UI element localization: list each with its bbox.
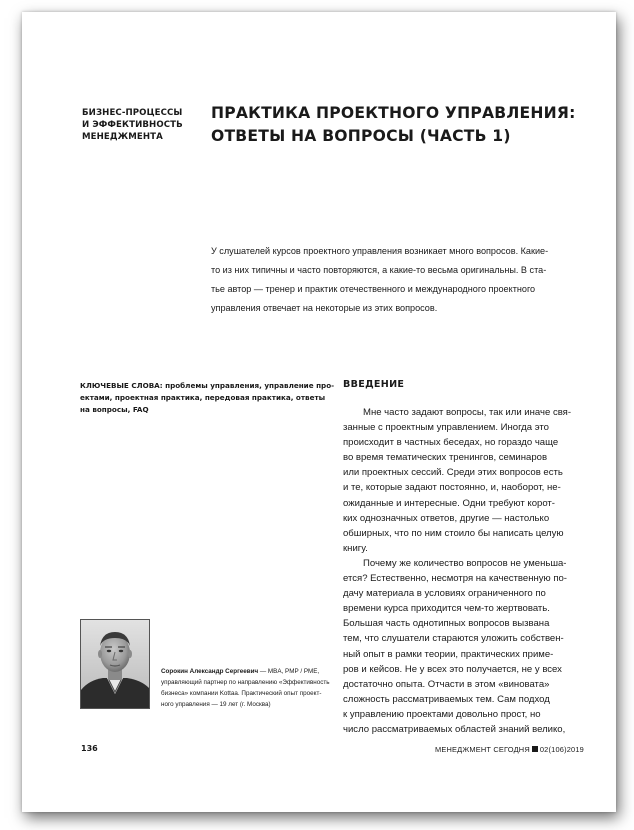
section-label — [82, 107, 192, 143]
body-line: ется? Естественно, несмотря на качественную по- — [343, 573, 567, 585]
page-number: 136 — [81, 744, 98, 753]
body-line: к управлению проектами довольно прост, но — [343, 708, 541, 720]
author-portrait-image — [81, 620, 149, 708]
section-label-line: И ЭФФЕКТИВНОСТЬ — [82, 120, 183, 130]
body-line: Почему же количество вопросов не уменьша- — [363, 557, 567, 569]
keywords-line: КЛЮЧЕВЫЕ СЛОВА: проблемы управления, управление про- — [80, 381, 335, 390]
body-line: занные с проектным управлением. Иногда это — [343, 422, 549, 434]
author-name: Сорокин Александр Сергеевич — [161, 668, 259, 675]
journal-footer — [435, 745, 584, 754]
author-bio-line: управляющий партнер по направлению «Эффективность — [161, 679, 330, 686]
article-body — [343, 405, 588, 737]
body-line: ожиданные и интересные. Одни требуют корот- — [343, 497, 555, 509]
body-line: ров и кейсов. Не у всех это получается, не у всех — [343, 663, 562, 675]
body-line: или проектных сессий. Среди этих вопросов есть — [343, 467, 563, 479]
body-line: ких однозначных ответов, другие — настолько — [343, 512, 550, 524]
lead-line: У слушателей курсов проектного управления возникает много вопросов. Какие- — [211, 246, 549, 256]
square-bullet-icon — [532, 746, 538, 752]
body-line: ный опыт в рамки теории, практических приме- — [343, 648, 554, 660]
body-line: Мне часто задают вопросы, так или иначе свя- — [363, 407, 572, 418]
lead-line: управления отвечает на некоторые из этих вопросов. — [211, 303, 438, 313]
article-lead — [211, 242, 583, 318]
body-line: число рассматриваемых областей знаний велико, — [343, 723, 566, 735]
article-title-line: ПРАКТИКА ПРОЕКТНОГО УПРАВЛЕНИЯ: — [211, 104, 576, 122]
body-line: происходит в частных беседах, но гораздо чаще — [343, 437, 559, 449]
body-line: достаточно опыта. Отчасти в этом «виновата» — [343, 678, 550, 690]
keywords-line: на вопросы, FAQ — [80, 405, 149, 414]
journal-issue: 02(106)2019 — [539, 745, 584, 754]
body-line: сложность рассматриваемых тем. Сам подход — [343, 693, 550, 705]
author-bio-line: бизнеса» компании Kottaa. Практический опыт проект- — [161, 690, 322, 697]
author-bio-line: ного управления — 19 лет (г. Москва) — [161, 701, 271, 708]
body-line: и те, которые задают постоянно, и, наоборот, не- — [343, 482, 561, 494]
body-line: времени курса приходится чем-то жертвовать. — [343, 603, 550, 615]
keywords — [80, 380, 335, 416]
body-line: дачу материала в условиях ограниченного по — [343, 588, 546, 600]
lead-line: тье автор — тренер и практик отечественного и международного проектного — [211, 284, 536, 294]
body-line: тем, что слушатели стараются уложить собствен- — [343, 633, 564, 645]
section-label-line: БИЗНЕС-ПРОЦЕССЫ — [82, 108, 183, 118]
lead-line: то из них типичны и часто повторяются, а какие-то весьма оригинальны. В ста- — [211, 265, 547, 275]
body-line: книгу. — [343, 542, 368, 554]
journal-name: МЕНЕДЖМЕНТ СЕГОДНЯ — [434, 745, 530, 754]
section-label-line: МЕНЕДЖМЕНТА — [82, 132, 163, 142]
magazine-page — [22, 12, 616, 812]
body-line: обширных, что по ним стоило бы написать целую — [343, 527, 564, 539]
article-title — [211, 102, 601, 148]
keywords-line: ектами, проектная практика, передовая практика, ответы — [80, 393, 326, 402]
body-line: Большая часть однотипных вопросов вызвана — [343, 618, 550, 630]
author-bio-line — [161, 666, 331, 677]
author-credentials: — MBA, PMP / PME, — [258, 668, 320, 675]
author-bio — [161, 666, 331, 710]
body-line: во время тематических тренингов, семинаров — [343, 452, 548, 464]
author-photo — [80, 619, 150, 709]
article-title-line: ОТВЕТЫ НА ВОПРОСЫ (ЧАСТЬ 1) — [211, 127, 511, 145]
intro-heading: ВВЕДЕНИЕ — [343, 379, 405, 390]
